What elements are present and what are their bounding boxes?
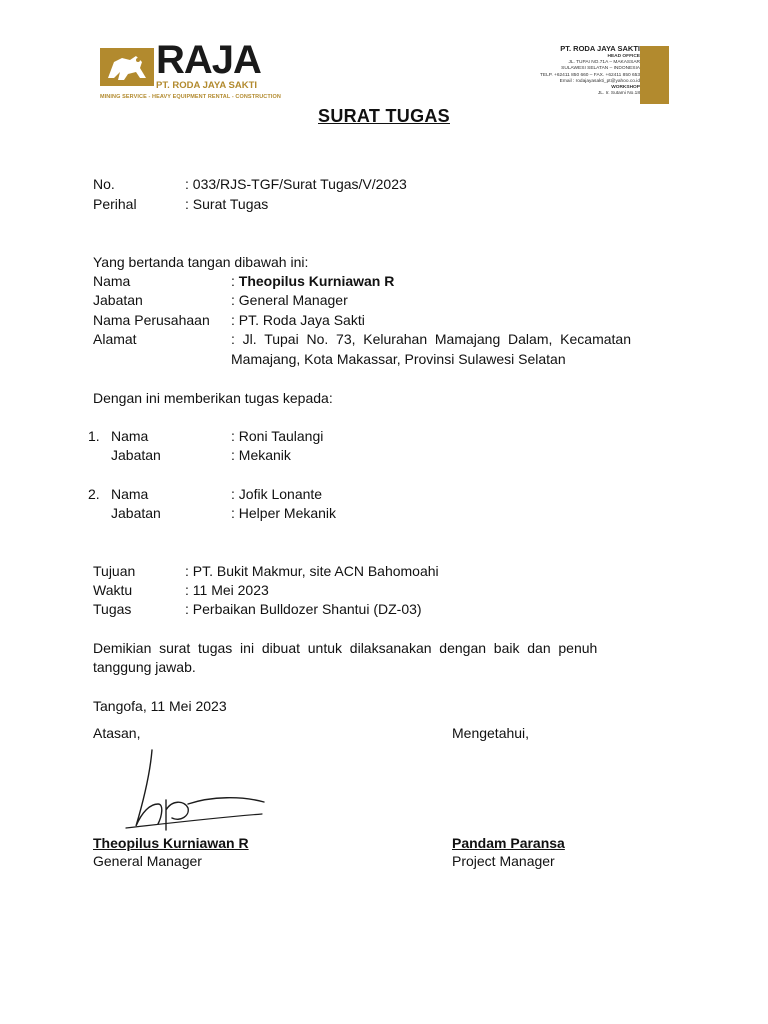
signer-nama-label: Nama xyxy=(93,273,131,289)
task-waktu-value: : 11 Mei 2023 xyxy=(185,582,269,598)
left-signer-name: Theopilus Kurniawan R xyxy=(93,835,249,851)
office-email-line: Email : rodajayasakti_pt@yahoo.co.id xyxy=(559,78,640,84)
signer-alamat-line1: : Jl. Tupai No. 73, Kelurahan Mamajang Dalam, Kecamatan xyxy=(231,331,631,347)
company-logo xyxy=(100,38,281,106)
task-waktu-label: Waktu xyxy=(93,582,133,598)
signer-jabatan-value: : General Manager xyxy=(231,292,348,308)
office-address-line: SULAWESI SELATAN – INDONESIA xyxy=(561,66,640,72)
office-info xyxy=(480,44,640,97)
signer-jabatan-label: Jabatan xyxy=(93,292,143,308)
signer-intro: Yang bertanda tangan dibawah ini: xyxy=(93,254,309,270)
left-signer-title: General Manager xyxy=(93,853,202,869)
header-gold-bar xyxy=(640,46,669,104)
logo-tagline: MINING SERVICE - HEAVY EQUIPMENT RENTAL - CONSTRUCTION xyxy=(100,94,281,100)
workshop-heading: WORKSHOP xyxy=(611,85,640,91)
office-phone-line: TELP. +62411 850 660 – FAX. +62411 850 653 xyxy=(539,72,640,78)
closing-line2: tanggung jawab. xyxy=(93,659,196,675)
ref-perihal-value: : Surat Tugas xyxy=(185,196,269,212)
ref-perihal-label: Perihal xyxy=(93,196,137,212)
assignee-jabatan-value: : Helper Mekanik xyxy=(231,505,337,521)
assignee-jabatan-value: : Mekanik xyxy=(231,447,291,463)
signer-perusahaan-label: Nama Perusahaan xyxy=(93,312,210,328)
signer-nama-value xyxy=(231,272,394,292)
right-signer-title: Project Manager xyxy=(452,853,555,869)
workshop-address-line: JL. Ir. Sutami No.18 xyxy=(597,91,640,97)
logo-company-name: PT. RODA JAYA SAKTI xyxy=(156,80,258,91)
signer-alamat-line2: Mamajang, Kota Makassar, Provinsi Sulawesi Selatan xyxy=(231,351,566,367)
closing-line1: Demikian surat tugas ini dibuat untuk dilaksanakan dengan baik dan penuh xyxy=(93,640,598,656)
ref-no-label: No. xyxy=(93,176,115,192)
lion-logo-icon xyxy=(100,48,154,86)
left-sign-heading: Atasan, xyxy=(93,725,141,741)
ref-no-value: : 033/RJS-TGF/Surat Tugas/V/2023 xyxy=(185,176,407,192)
signer-alamat-label: Alamat xyxy=(93,331,137,347)
office-heading: HEAD OFFICE xyxy=(607,54,640,59)
place-date: Tangofa, 11 Mei 2023 xyxy=(93,698,227,714)
right-signer-name: Pandam Paransa xyxy=(452,835,565,851)
assignee-nama-value: : Roni Taulangi xyxy=(231,428,324,444)
document-title: SURAT TUGAS xyxy=(318,106,450,126)
assignee-number: 1. xyxy=(88,428,100,444)
assign-intro: Dengan ini memberikan tugas kepada: xyxy=(93,390,333,406)
task-tujuan-value: : PT. Bukit Makmur, site ACN Bahomoahi xyxy=(185,563,439,579)
signer-name: Theopilus Kurniawan R xyxy=(238,273,395,289)
task-tugas-label: Tugas xyxy=(93,601,132,617)
assignee-nama-label: Nama xyxy=(111,486,149,502)
handwritten-signature xyxy=(92,744,267,836)
task-tugas-value: : Perbaikan Bulldozer Shantui (DZ-03) xyxy=(185,601,422,617)
task-tujuan-label: Tujuan xyxy=(93,563,136,579)
logo-brand: RAJA xyxy=(156,38,261,82)
office-company-name: PT. RODA JAYA SAKTI xyxy=(560,44,640,53)
signer-nama-colon: : xyxy=(231,273,239,289)
signer-perusahaan-value: : PT. Roda Jaya Sakti xyxy=(231,312,365,328)
right-sign-heading: Mengetahui, xyxy=(452,725,530,741)
assignee-nama-label: Nama xyxy=(111,428,149,444)
assignee-nama-value: : Jofik Lonante xyxy=(231,486,323,502)
assignee-jabatan-label: Jabatan xyxy=(111,505,161,521)
assignee-jabatan-label: Jabatan xyxy=(111,447,161,463)
assignee-number: 2. xyxy=(88,486,100,502)
office-address-line: JL. TUPAI NO.71A – MAKASSAR xyxy=(568,60,640,66)
